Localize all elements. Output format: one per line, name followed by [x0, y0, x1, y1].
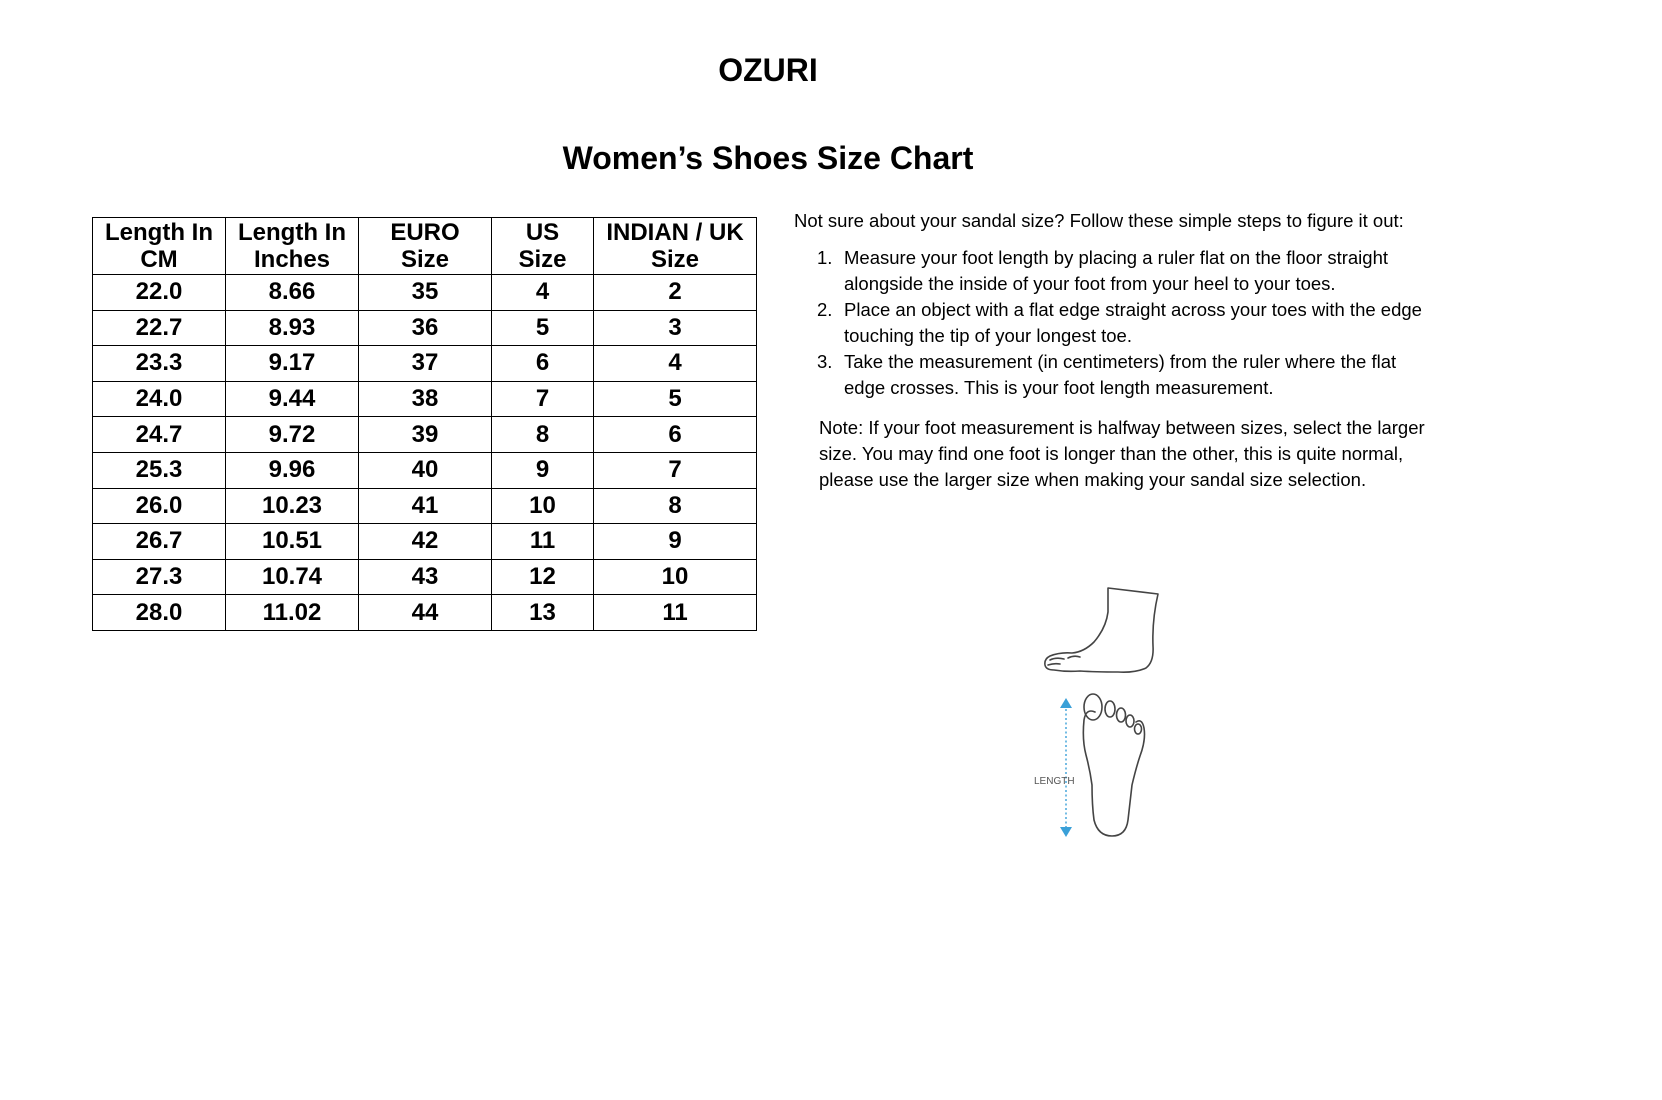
header-indian-uk-size: [594, 218, 757, 275]
table-cell: 44: [359, 595, 492, 631]
size-table: [92, 217, 757, 631]
length-label: LENGTH: [1034, 776, 1075, 787]
step-number: 2.: [817, 299, 833, 320]
header-length-inches: [226, 218, 359, 275]
table-cell: 9.17: [226, 346, 359, 382]
foot-measurement-illustration: [1034, 580, 1200, 850]
table-cell: 22.7: [93, 310, 226, 346]
table-cell: 12: [492, 559, 594, 595]
table-row: [93, 381, 757, 417]
table-cell: 13: [492, 595, 594, 631]
table-row: [93, 488, 757, 524]
table-cell: 35: [359, 275, 492, 311]
table-cell: 38: [359, 381, 492, 417]
table-cell: 8: [594, 488, 757, 524]
header-length-cm: [93, 218, 226, 275]
step-item: [794, 349, 1424, 401]
table-cell: 26.7: [93, 524, 226, 560]
table-cell: 8.66: [226, 275, 359, 311]
table-row: [93, 417, 757, 453]
table-cell: 36: [359, 310, 492, 346]
table-cell: 6: [594, 417, 757, 453]
step-text: Measure your foot length by placing a ruler flat on the floor straight alongside the inside of your foot from your heel to your toes.: [844, 247, 1388, 294]
sizing-note: Note: If your foot measurement is halfway between sizes, select the larger size. You may find one foot is longer than the other, this is quite normal, please use the larger size when making your sandal size selection.: [819, 417, 1425, 490]
table-cell: 8: [492, 417, 594, 453]
header-line: Length In: [105, 219, 213, 246]
step-item: [794, 245, 1424, 297]
table-cell: 27.3: [93, 559, 226, 595]
table-cell: 9.72: [226, 417, 359, 453]
header-us-size: [492, 218, 594, 275]
header-line: CM: [140, 246, 178, 273]
table-cell: 4: [594, 346, 757, 382]
table-cell: 24.7: [93, 417, 226, 453]
table-row: [93, 559, 757, 595]
table-cell: 10.51: [226, 524, 359, 560]
table-cell: 11: [492, 524, 594, 560]
table-cell: 25.3: [93, 452, 226, 488]
table-cell: 9.96: [226, 452, 359, 488]
table-row: [93, 275, 757, 311]
header-line: Inches: [253, 246, 331, 273]
table-row: [93, 595, 757, 631]
table-cell: 9: [492, 452, 594, 488]
table-header-row: [93, 218, 757, 275]
table-cell: 10.23: [226, 488, 359, 524]
foot-top-view: [1083, 694, 1144, 836]
brand-name: OZURI: [718, 52, 818, 88]
table-cell: 39: [359, 417, 492, 453]
step-text: Take the measurement (in centimeters) from the ruler where the flat edge crosses. This is your foot length measurement.: [844, 351, 1397, 398]
header-line: Size: [400, 246, 450, 273]
step-number: 3.: [817, 351, 833, 372]
table-cell: 41: [359, 488, 492, 524]
table-cell: 37: [359, 346, 492, 382]
step-text: Place an object with a flat edge straight across your toes with the edge touching the tip of your longest toe.: [844, 299, 1422, 346]
header-line: INDIAN / UK: [606, 219, 744, 246]
table-row: [93, 310, 757, 346]
table-cell: 7: [492, 381, 594, 417]
table-body: [93, 275, 757, 631]
steps-list: [794, 245, 1474, 401]
header-euro-size: [359, 218, 492, 275]
table-cell: 10.74: [226, 559, 359, 595]
table-cell: 43: [359, 559, 492, 595]
header-line: Size: [518, 246, 567, 273]
table-cell: 10: [492, 488, 594, 524]
instructions-intro: Not sure about your sandal size? Follow these simple steps to figure it out:: [794, 210, 1404, 231]
table-cell: 7: [594, 452, 757, 488]
table-cell: 26.0: [93, 488, 226, 524]
length-arrow: [1060, 698, 1072, 837]
table-cell: 23.3: [93, 346, 226, 382]
table-cell: 4: [492, 275, 594, 311]
table-row: [93, 346, 757, 382]
table-cell: 42: [359, 524, 492, 560]
header-line: Length In: [238, 219, 346, 246]
table-cell: 9.44: [226, 381, 359, 417]
table-row: [93, 452, 757, 488]
header-line: Size: [650, 246, 700, 273]
table-row: [93, 524, 757, 560]
table-cell: 9: [594, 524, 757, 560]
page-title: Women’s Shoes Size Chart: [562, 140, 974, 176]
table-cell: 22.0: [93, 275, 226, 311]
table-cell: 24.0: [93, 381, 226, 417]
instructions-panel: [794, 210, 1474, 493]
table-cell: 11: [594, 595, 757, 631]
step-item: [794, 297, 1424, 349]
table-cell: 11.02: [226, 595, 359, 631]
table-cell: 6: [492, 346, 594, 382]
table-cell: 5: [492, 310, 594, 346]
header-line: EURO: [390, 219, 460, 246]
table-cell: 3: [594, 310, 757, 346]
table-cell: 40: [359, 452, 492, 488]
table-cell: 8.93: [226, 310, 359, 346]
step-number: 1.: [817, 247, 833, 268]
header-line: US: [525, 219, 560, 246]
table-cell: 28.0: [93, 595, 226, 631]
table-cell: 5: [594, 381, 757, 417]
table-cell: 2: [594, 275, 757, 311]
table-cell: 10: [594, 559, 757, 595]
foot-side-view: [1045, 588, 1158, 672]
